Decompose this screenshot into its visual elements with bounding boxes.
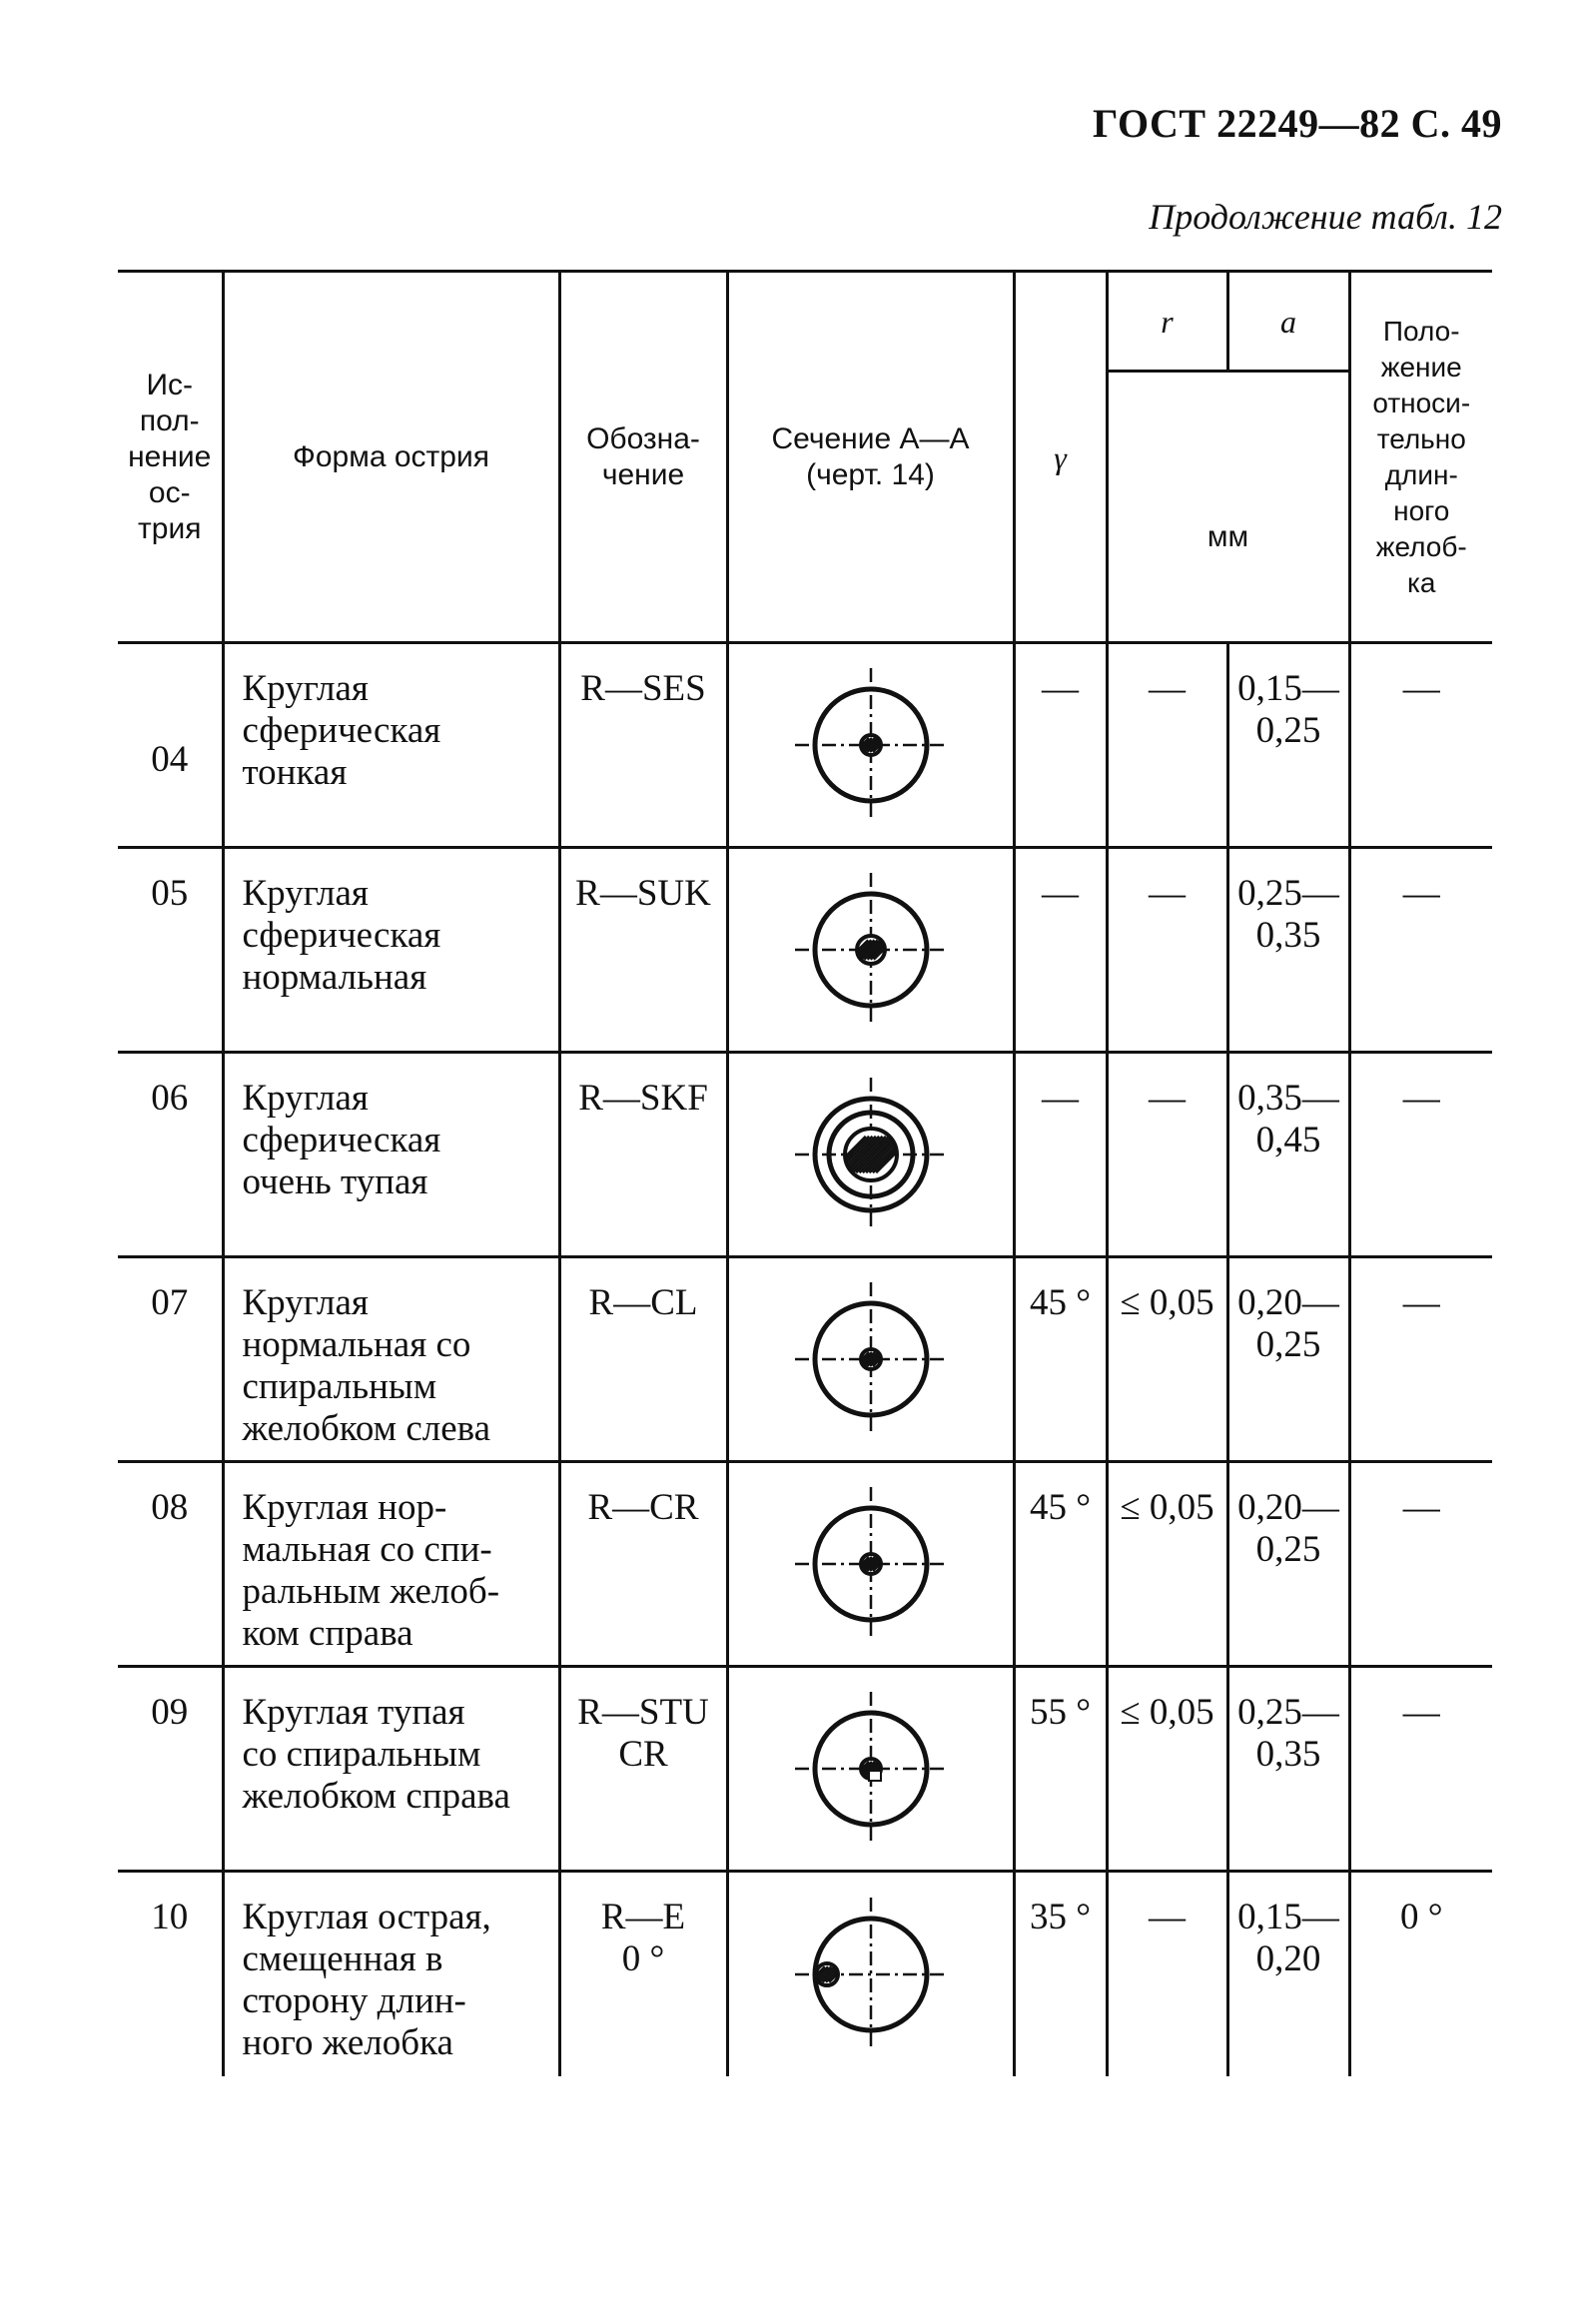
section-symbol bbox=[727, 848, 1014, 1053]
points-table bbox=[118, 270, 1492, 2076]
cross-section-icon bbox=[791, 1479, 951, 1649]
r-value: — bbox=[1107, 643, 1227, 848]
section-symbol bbox=[727, 1462, 1014, 1667]
page-header: ГОСТ 22249—82 С. 49 bbox=[1092, 101, 1502, 146]
r-value: — bbox=[1107, 1053, 1227, 1257]
r-value: — bbox=[1107, 848, 1227, 1053]
table-row bbox=[118, 1257, 1492, 1462]
col-header-gamma: γ bbox=[1014, 272, 1107, 643]
designation-code: R—SUK bbox=[559, 848, 727, 1053]
execution-number: 05 bbox=[118, 848, 223, 1053]
r-value: — bbox=[1107, 1872, 1227, 2076]
gamma-value: 45 ° bbox=[1014, 1257, 1107, 1462]
r-value: ≤ 0,05 bbox=[1107, 1667, 1227, 1872]
col-header-position: Поло- жение относи- тельно длин- ного желоб- ка bbox=[1349, 272, 1492, 643]
gamma-value: — bbox=[1014, 848, 1107, 1053]
cross-section-icon bbox=[791, 1274, 951, 1444]
col-header-form: Форма острия bbox=[223, 272, 559, 643]
section-symbol bbox=[727, 1872, 1014, 2076]
position-value: — bbox=[1349, 1053, 1492, 1257]
a-value: 0,35— 0,45 bbox=[1227, 1053, 1349, 1257]
position-value: — bbox=[1349, 1462, 1492, 1667]
gamma-value: 55 ° bbox=[1014, 1667, 1107, 1872]
col-header-a: a bbox=[1227, 272, 1349, 372]
col-header-execution: Ис- пол- нение ос- трия bbox=[118, 272, 223, 643]
cross-section-icon bbox=[791, 1684, 951, 1854]
section-symbol bbox=[727, 643, 1014, 848]
point-form: Круглая нор- мальная со спи- ральным желоб- ком справа bbox=[223, 1462, 559, 1667]
col-header-r: r bbox=[1107, 272, 1227, 372]
position-value: 0 ° bbox=[1349, 1872, 1492, 2076]
point-form: Круглая сферическая очень тупая bbox=[223, 1053, 559, 1257]
position-value: — bbox=[1349, 1257, 1492, 1462]
point-form: Круглая тупая со спиральным желобком справа bbox=[223, 1667, 559, 1872]
gamma-value: — bbox=[1014, 1053, 1107, 1257]
table-row bbox=[118, 643, 1492, 848]
execution-number: 07 bbox=[118, 1257, 223, 1462]
gamma-value: 45 ° bbox=[1014, 1462, 1107, 1667]
execution-number: 10 bbox=[118, 1872, 223, 2076]
execution-number: 08 bbox=[118, 1462, 223, 1667]
position-value: — bbox=[1349, 643, 1492, 848]
designation-code: R—SES bbox=[559, 643, 727, 848]
a-value: 0,20— 0,25 bbox=[1227, 1257, 1349, 1462]
gamma-value: 35 ° bbox=[1014, 1872, 1107, 2076]
a-value: 0,20— 0,25 bbox=[1227, 1462, 1349, 1667]
cross-section-icon bbox=[791, 865, 951, 1035]
section-symbol bbox=[727, 1257, 1014, 1462]
table-row bbox=[118, 1667, 1492, 1872]
cross-section-icon bbox=[791, 1890, 951, 2059]
col-header-designation: Обозна- чение bbox=[559, 272, 727, 643]
point-form: Круглая сферическая нормальная bbox=[223, 848, 559, 1053]
col-header-section: Сечение А—А (черт. 14) bbox=[727, 272, 1014, 643]
designation-code: R—SKF bbox=[559, 1053, 727, 1257]
designation-code: R—E 0 ° bbox=[559, 1872, 727, 2076]
position-value: — bbox=[1349, 1667, 1492, 1872]
section-symbol bbox=[727, 1053, 1014, 1257]
cross-section-icon bbox=[791, 660, 951, 830]
table-row bbox=[118, 1053, 1492, 1257]
point-form: Круглая острая, смещенная в сторону длин- ного желобка bbox=[223, 1872, 559, 2076]
a-value: 0,15— 0,25 bbox=[1227, 643, 1349, 848]
designation-code: R—CL bbox=[559, 1257, 727, 1462]
a-value: 0,15— 0,20 bbox=[1227, 1872, 1349, 2076]
designation-code: R—STU CR bbox=[559, 1667, 727, 1872]
execution-number: 09 bbox=[118, 1667, 223, 1872]
table-row bbox=[118, 848, 1492, 1053]
table-row bbox=[118, 1462, 1492, 1667]
section-symbol bbox=[727, 1667, 1014, 1872]
point-form: Круглая сферическая тонкая bbox=[223, 643, 559, 848]
r-value: ≤ 0,05 bbox=[1107, 1462, 1227, 1667]
table-row bbox=[118, 1872, 1492, 2076]
gamma-value: — bbox=[1014, 643, 1107, 848]
r-value: ≤ 0,05 bbox=[1107, 1257, 1227, 1462]
execution-number: 06 bbox=[118, 1053, 223, 1257]
position-value: — bbox=[1349, 848, 1492, 1053]
point-form: Круглая нормальная со спиральным желобком слева bbox=[223, 1257, 559, 1462]
a-value: 0,25— 0,35 bbox=[1227, 1667, 1349, 1872]
col-header-units: мм bbox=[1107, 372, 1349, 643]
a-value: 0,25— 0,35 bbox=[1227, 848, 1349, 1053]
cross-section-icon bbox=[791, 1070, 951, 1239]
designation-code: R—CR bbox=[559, 1462, 727, 1667]
table-continuation-label: Продолжение табл. 12 bbox=[1149, 197, 1502, 237]
execution-number: 04 bbox=[118, 643, 223, 848]
